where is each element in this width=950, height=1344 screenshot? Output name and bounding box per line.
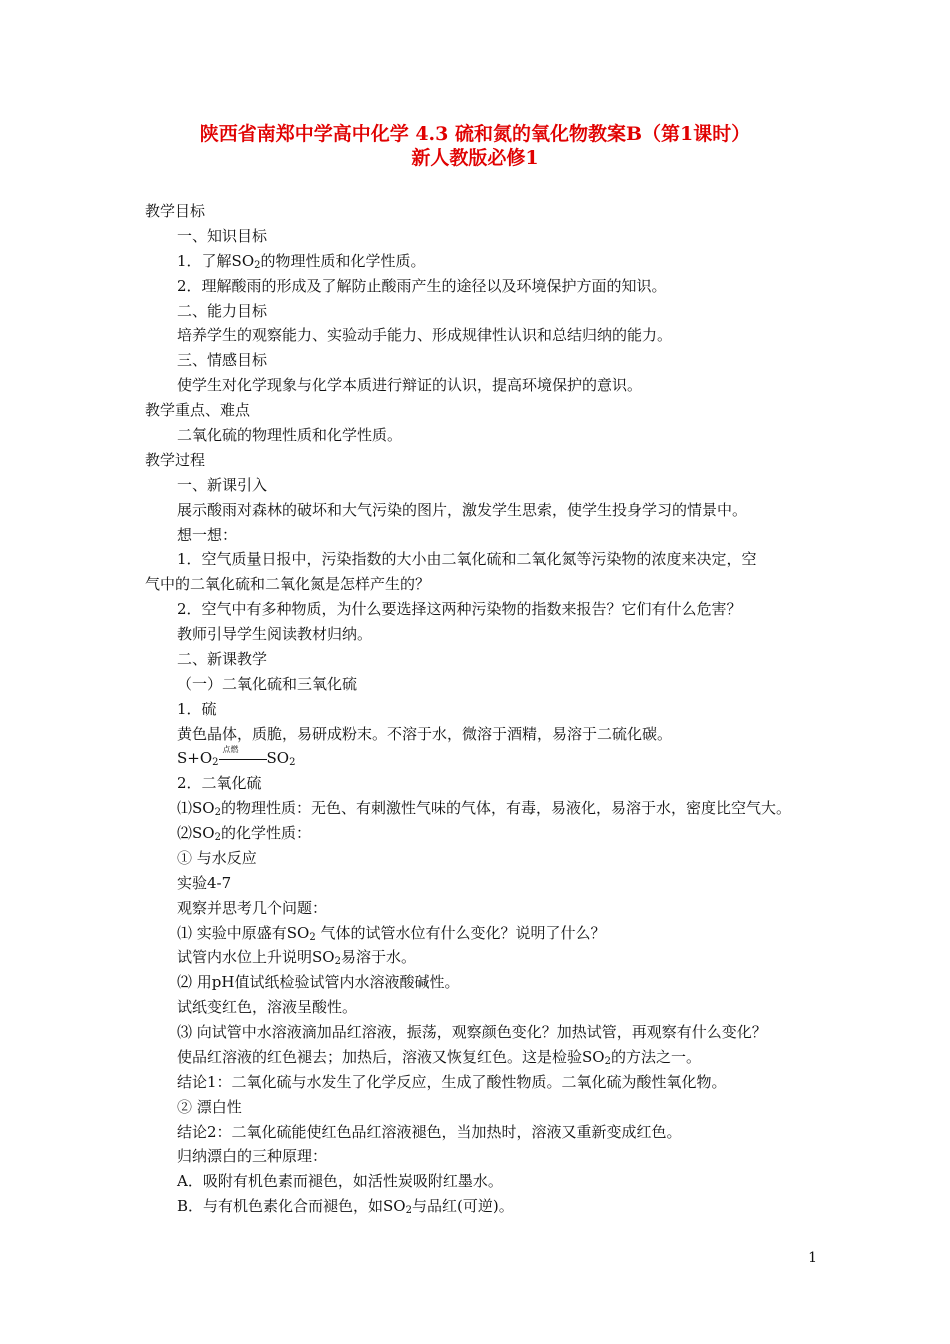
- paragraph: 2．理解酸雨的形成及了解防止酸雨产生的途径以及环境保护方面的知识。: [177, 277, 667, 295]
- subheading: ① 与水反应: [177, 849, 257, 867]
- paragraph: $⑵SO_2$的化学性质：: [177, 824, 311, 843]
- section-heading: 教学目标: [145, 202, 206, 220]
- paragraph: 气中的二氧化硫和二氧化氮是怎样产生的？: [145, 575, 431, 593]
- paragraph: 展示酸雨对森林的破坏和大气污染的图片，激发学生思索，使学生投身学习的情景中。: [177, 501, 748, 519]
- paragraph: $⑴SO_2$的物理性质：无色、有刺激性气味的气体，有毒，易液化，易溶于水，密度比空气大。: [177, 799, 791, 818]
- paragraph: 结论2：二氧化硫能使红色品红溶液褪色，当加热时，溶液又重新变成红色。: [177, 1123, 682, 1141]
- paragraph: 实验4-7: [177, 874, 232, 892]
- subheading: 2．二氧化硫: [177, 774, 262, 792]
- paragraph: A．吸附有机色素而褪色，如活性炭吸附红墨水。: [177, 1172, 503, 1190]
- reaction-condition: 点燃: [222, 745, 239, 754]
- document-title-line1: 陕西省南郑中学高中化学 4.3 硫和氮的氧化物教案B（第1课时）: [199, 123, 751, 145]
- paragraph: 教师引导学生阅读教材归纳。: [177, 625, 373, 643]
- document-title-line2: 新人教版必修1: [411, 147, 539, 169]
- paragraph: 培养学生的观察能力、实验动手能力、形成规律性认识和总结归纳的能力。: [177, 326, 673, 344]
- subheading: 二、能力目标: [177, 302, 268, 320]
- paragraph: 二氧化硫的物理性质和化学性质。: [177, 426, 403, 444]
- subheading: 二、新课教学: [177, 650, 268, 668]
- paragraph: 想一想：: [177, 526, 238, 544]
- paragraph: 观察并思考几个问题：: [177, 899, 328, 917]
- paragraph: 试纸变红色，溶液呈酸性。: [177, 998, 358, 1016]
- paragraph: 黄色晶体，质脆，易研成粉末。不溶于水，微溶于酒精，易溶于二硫化碳。: [177, 725, 673, 743]
- chemical-equation: $S+O_2$ 点燃 $SO_2$: [177, 745, 296, 768]
- paragraph: 结论1：二氧化硫与水发生了化学反应，生成了酸性物质。二氧化硫为酸性氧化物。: [177, 1073, 727, 1091]
- section-heading: 教学过程: [145, 451, 206, 469]
- paragraph: 2．空气中有多种物质，为什么要选择这两种污染物的指数来报告？它们有什么危害？: [177, 600, 742, 618]
- paragraph: ⑵ 用pH值试纸检验试管内水溶液酸碱性。: [177, 973, 460, 991]
- subheading: （一）二氧化硫和三氧化硫: [177, 675, 358, 693]
- paragraph: B．与有机色素化合而褪色，如$SO_2$与品红(可逆)。: [177, 1197, 514, 1216]
- subheading: 三、情感目标: [177, 351, 268, 369]
- subheading: ② 漂白性: [177, 1098, 242, 1116]
- paragraph: 使品红溶液的红色褪去；加热后，溶液又恢复红色。这是检验$SO_2$的方法之一。: [177, 1048, 701, 1067]
- paragraph: 使学生对化学现象与化学本质进行辩证的认识，提高环境保护的意识。: [177, 376, 643, 394]
- paragraph: ⑴ 实验中原盛有$SO_2$ 气体的试管水位有什么变化？说明了什么？: [177, 924, 606, 943]
- subheading: 1．硫: [177, 700, 217, 718]
- paragraph: 试管内水位上升说明$SO_2$易溶于水。: [177, 948, 416, 967]
- paragraph: 1．空气质量日报中，污染指数的大小由二氧化硫和二氧化氮等污染物的浓度来决定，空: [177, 550, 757, 568]
- reaction-arrow: [219, 747, 267, 769]
- paragraph: 归纳漂白的三种原理：: [177, 1147, 328, 1165]
- subheading: 一、新课引入: [177, 476, 268, 494]
- page-number: 1: [808, 1250, 817, 1266]
- subheading: 一、知识目标: [177, 227, 268, 245]
- section-heading: 教学重点、难点: [145, 401, 251, 419]
- paragraph: 1．了解$SO_2$的物理性质和化学性质。: [177, 252, 426, 271]
- paragraph: ⑶ 向试管中水溶液滴加品红溶液，振荡，观察颜色变化？加热试管，再观察有什么变化？: [177, 1023, 767, 1041]
